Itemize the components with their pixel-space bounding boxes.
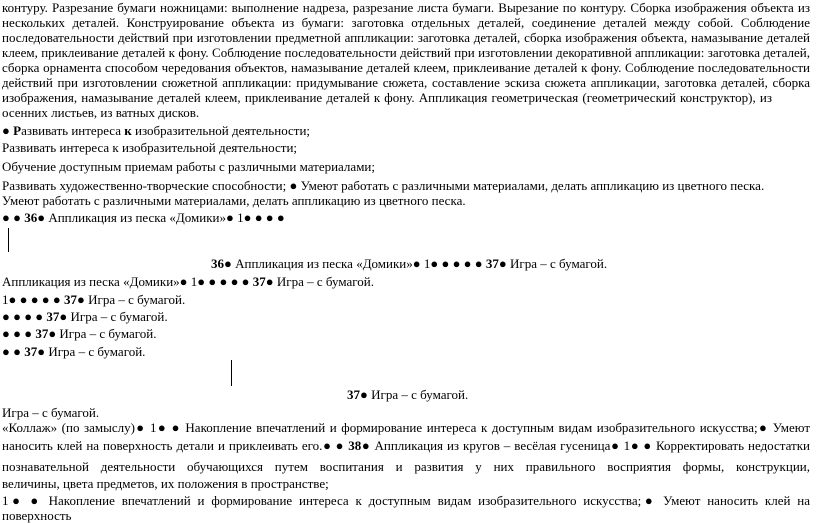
lesson-title: Игра – с бумагой. [273,274,374,289]
lesson-row-centered [211,256,607,271]
text-line: «Коллаж» (по замыслу)● 1● ● Накопление впечатлений и формирование интереса к доступным видам изобразительного искусства;● Умеют [2,420,810,435]
text-line: нескольких деталей. Конструирование объекта из бумаги: заготовка отдельных деталей, соединение деталей между собой. Соблюдение [2,15,810,30]
lesson-row [2,210,285,225]
bold-fragment: Р [9,123,22,138]
lesson-row [2,344,145,359]
text-line: изображения, намазывание деталей клеем, приклеивание деталей к фону. Аппликация геометрическая (геометрический конструктор), из [2,90,772,105]
bullets: ● ● [2,344,25,359]
lesson-row [2,274,374,289]
text-fragment: азвивать интереса [21,123,125,138]
text-line: осенних листьев, из ватных дисков. [2,105,200,120]
lesson-title: Игра – с бумагой. [506,256,608,271]
lesson-number: 37● [24,344,46,359]
lesson-row-centered [347,387,468,402]
text-line: контуру. Разрезание бумаги ножницами: выполнение надреза, разрезание листа бумаги. Вырезание по контуру. Сборка изображения объекта из [2,0,810,15]
lesson-title: Аппликация из песка «Домики»● 1● ● ● ● [45,210,285,225]
lesson-row [2,309,168,324]
lesson-title: Игра – с бумагой. [67,309,168,324]
bullets: ● ● ● [2,326,36,341]
lesson-title: Аппликация из песка «Домики»● 1● ● ● ● ● [231,256,486,271]
lesson-title: Игра – с бумагой. [367,387,469,402]
cursor-bar [231,360,232,386]
bullets: 1● ● ● ● ● [2,292,65,307]
lesson-number: 37● [347,387,368,402]
lesson-title: Игра – с бумагой. [84,292,186,307]
goal-line-2: Развивать интереса к изобразительной деятельности; [2,140,298,155]
text-line: клеем, приклеивание деталей к фону. Соблюдение последовательности действий при изготовлении декоративной аппликации: заготовка деталей, [2,45,810,60]
lesson-number: 36● [211,256,232,271]
text-line: познавательной деятельности обучающихся путем воспитания и развития у них правильного восприятия формы, конструкции, [2,459,810,474]
game-line: Игра – с бумагой. [2,405,100,420]
text-fragment: Умеют работать с различными материалами, делать аппликацию из цветного песка. [297,178,765,193]
text-fragment: Аппликация из кругов – весёлая гусеница● 1● ● Корректировать недостатки [370,438,811,453]
lesson-title: Аппликация из песка «Домики»● 1● ● ● ● ● [2,274,253,289]
text-line: 1● ● Накопление впечатлений и формирование интереса к доступным видам изобразительного искусства;● Умеют наносить клей на поверхность [2,493,810,523]
lesson-number: 38● [348,438,371,453]
bullets: ● ● [2,210,25,225]
text-line [2,438,810,453]
goal-line-4 [2,178,764,193]
lesson-number: 37● [46,309,68,324]
text-line: сборка орнамента способом чередования объектов, намазывание деталей клеем, приклеивание деталей к фону. Соблюдение последовательности [2,60,810,75]
lesson-number: 37● [252,274,274,289]
bullets: ● ● ● ● [2,309,47,324]
lesson-row [2,326,157,341]
bold-fragment: к [124,123,132,138]
text-fragment: наносить клей на поверхность детали и приклеивать его.● ● [2,438,349,453]
goal-line-1 [2,123,310,138]
lesson-number: 37● [35,326,57,341]
lesson-number: 37● [64,292,85,307]
cursor-bar [8,228,9,252]
goal-line-3: Обучение доступным приемам работы с различными материалами; [2,159,375,174]
bullet-icon: ● [2,123,10,138]
text-fragment: Развивать художественно-творческие способности; [2,178,290,193]
lesson-number: 36● [24,210,46,225]
lesson-title: Игра – с бумагой. [56,326,157,341]
goal-line-5: Умеют работать с различными материалами, делать аппликацию из цветного песка. [2,193,466,208]
lesson-title: Игра – с бумагой. [45,344,146,359]
lesson-number: 37● [485,256,507,271]
text-line: последовательности действий при изготовлении предметной аппликации: заготовка деталей, сборка изображения объекта, намазывание деталей [2,30,810,45]
text-fragment: изобразительной деятельности; [131,123,311,138]
lesson-row [2,292,185,307]
text-line: действий при изготовлении сюжетной аппликации: придумывание сюжета, составление эскиза сюжета аппликации, заготовка деталей, сборка [2,75,810,90]
text-line: величины, цвета предметов, их положения в пространстве; [2,476,329,491]
bullet-icon: ● [289,178,298,193]
